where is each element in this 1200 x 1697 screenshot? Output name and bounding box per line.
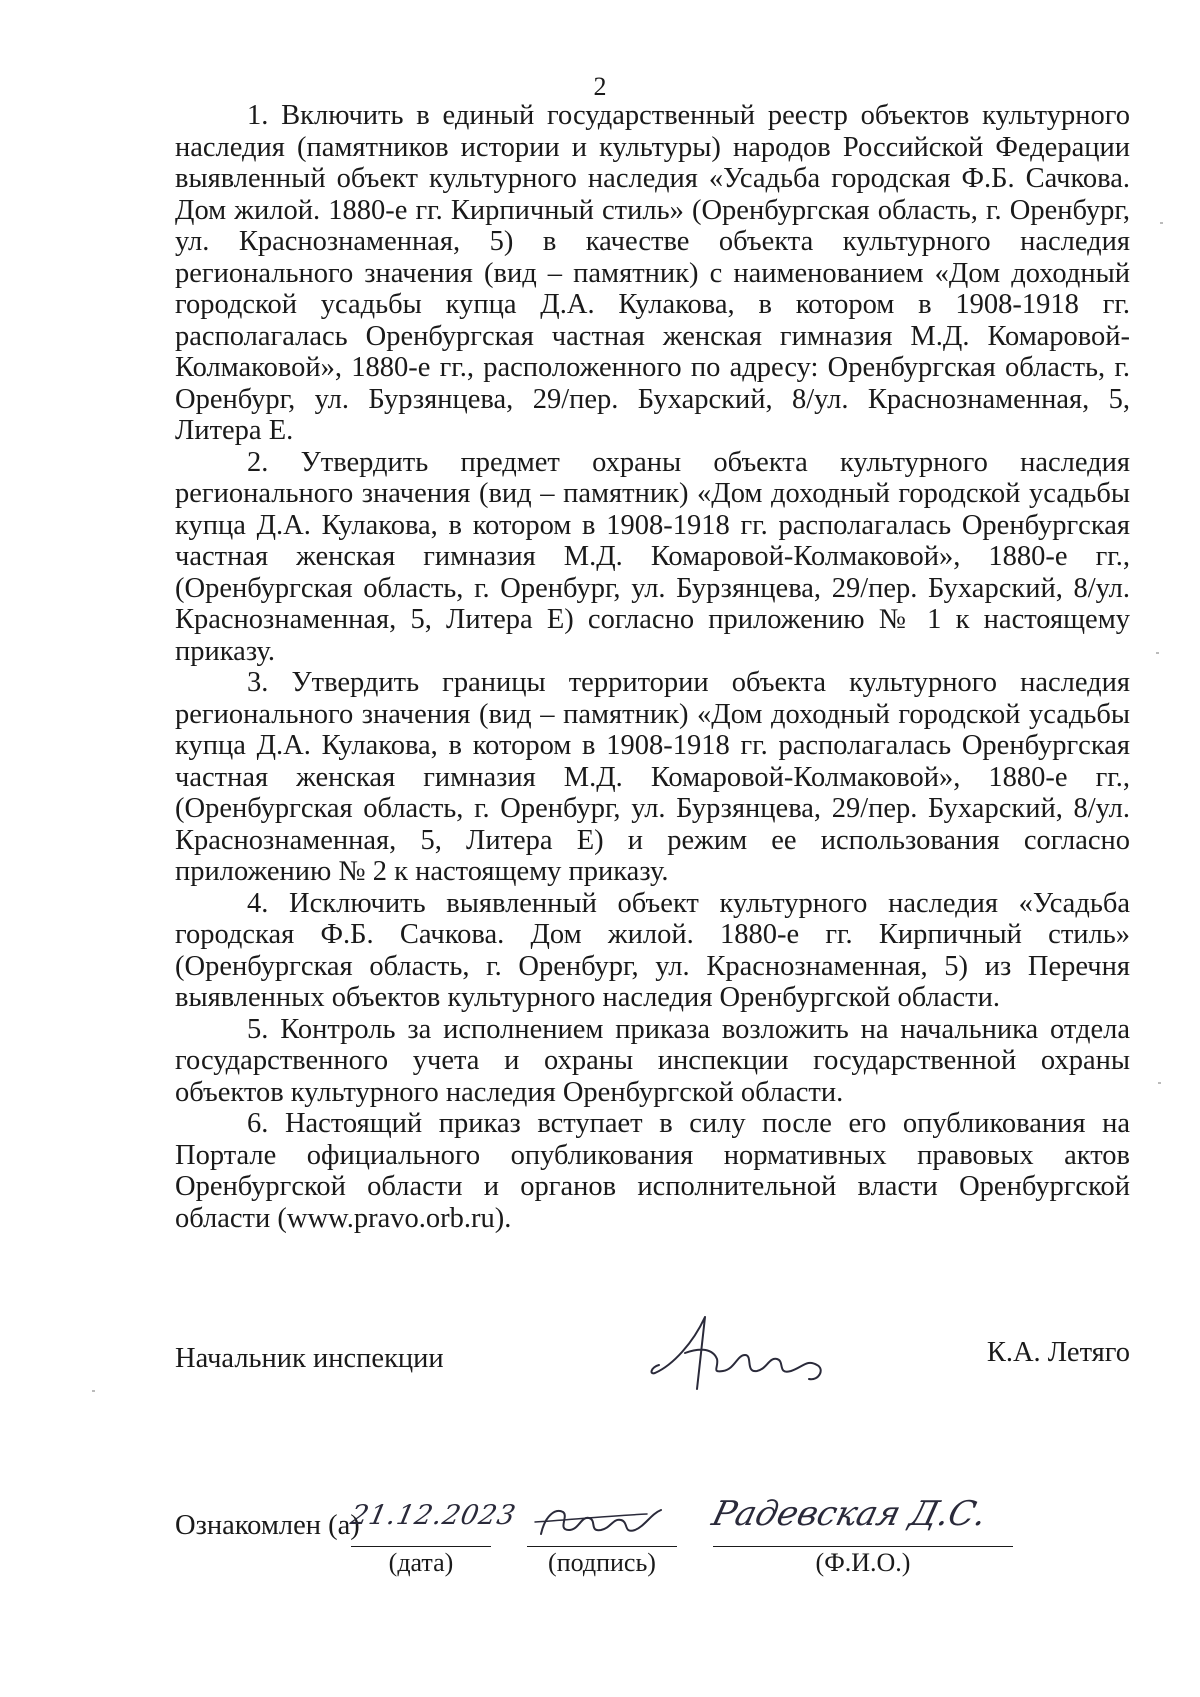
signature-block <box>175 1325 1130 1395</box>
signature-field <box>527 1490 677 1547</box>
handwritten-initials-icon <box>527 1490 677 1546</box>
order-item-6: 6. Настоящий приказ вступает в силу после его опубликования на Портале официального опубликования нормативных правовых актов Оренбургской области и органов исполнительной власти Оренбургской области (www.pravo.orb.ru). <box>175 1108 1130 1234</box>
order-item-2: 2. Утвердить предмет охраны объекта культурного наследия регионального значения (вид – памятник) «Дом доходный городской усадьбы купца Д.А. Кулакова, в котором в 1908-1918 гг. располагалась Оренбургская частная женская гимназия М.Д. Комаровой-Колмаковой», 1880-е гг., (Оренбургская область, г. Оренбург, ул. Бурзянцева, 29/пер. Бухарский, 8/ул. Краснознаменная, 5, Литера Е) согласно приложению № 1 к настоящему приказу. <box>175 446 1130 667</box>
signature-caption: (подпись) <box>548 1548 656 1577</box>
order-item-5: 5. Контроль за исполнением приказа возложить на начальника отдела государственного учета и охраны инспекции государственной охраны объектов культурного наследия Оренбургской области. <box>175 1013 1130 1108</box>
handwritten-fio: Радевская Д.С. <box>708 1494 991 1534</box>
scan-speck <box>1158 1082 1161 1084</box>
page-number: 2 <box>593 72 607 101</box>
acknowledgement-block <box>175 1490 1130 1580</box>
order-body <box>175 100 1130 1234</box>
signatory-title: Начальник инспекции <box>175 1343 444 1374</box>
handwritten-date: 21.12.2023 <box>347 1500 519 1531</box>
acknowledgement-label: Ознакомлен (а) <box>175 1510 360 1541</box>
date-caption: (дата) <box>388 1548 454 1577</box>
order-item-1: 1. Включить в единый государственный реестр объектов культурного наследия (памятников истории и культуры) народов Российской Федерации выявленный объект культурного наследия «Усадьба городская Ф.Б. Сачкова. Дом жилой. 1880-е гг. Кирпичный стиль» (Оренбургская область, г. Оренбург, ул. Краснознаменная, 5) в качестве объекта культурного наследия регионального значения (вид – памятник) с наименованием «Дом доходный городской усадьбы купца Д.А. Кулакова, в котором в 1908-1918 гг. располагалась Оренбургская частная женская гимназия М.Д. Комаровой-Колмаковой», 1880-е гг., расположенного по адресу: Оренбургская область, г. Оренбург, ул. Бурзянцева, 29/пер. Бухарский, 8/ул. Краснознаменная, 5, Литера Е. <box>175 100 1130 446</box>
order-item-4: 4. Исключить выявленный объект культурного наследия «Усадьба городская Ф.Б. Сачкова. Дом жилой. 1880-е гг. Кирпичный стиль» (Оренбургская область, г. Оренбург, ул. Краснознаменная, 5) из Перечня выявленных объектов культурного наследия Оренбургской области. <box>175 887 1130 1013</box>
scan-speck <box>1156 652 1159 654</box>
order-item-3: 3. Утвердить границы территории объекта культурного наследия регионального значения (вид – памятник) «Дом доходный городской усадьбы купца Д.А. Кулакова, в котором в 1908-1918 гг. располагалась Оренбургская частная женская гимназия М.Д. Комаровой-Колмаковой», 1880-е гг., (Оренбургская область, г. Оренбург, ул. Бурзянцева, 29/пер. Бухарский, 8/ул. Краснознаменная, 5, Литера Е) и режим ее использования согласно приложению № 2 к настоящему приказу. <box>175 667 1130 887</box>
handwritten-signature-icon <box>645 1303 835 1403</box>
fio-field <box>708 1490 1013 1547</box>
scan-speck <box>92 1390 95 1392</box>
signatory-name: К.А. Летяго <box>986 1337 1130 1368</box>
scan-speck <box>1160 222 1163 224</box>
date-field <box>347 1490 519 1547</box>
fio-caption: (Ф.И.О.) <box>815 1548 911 1577</box>
